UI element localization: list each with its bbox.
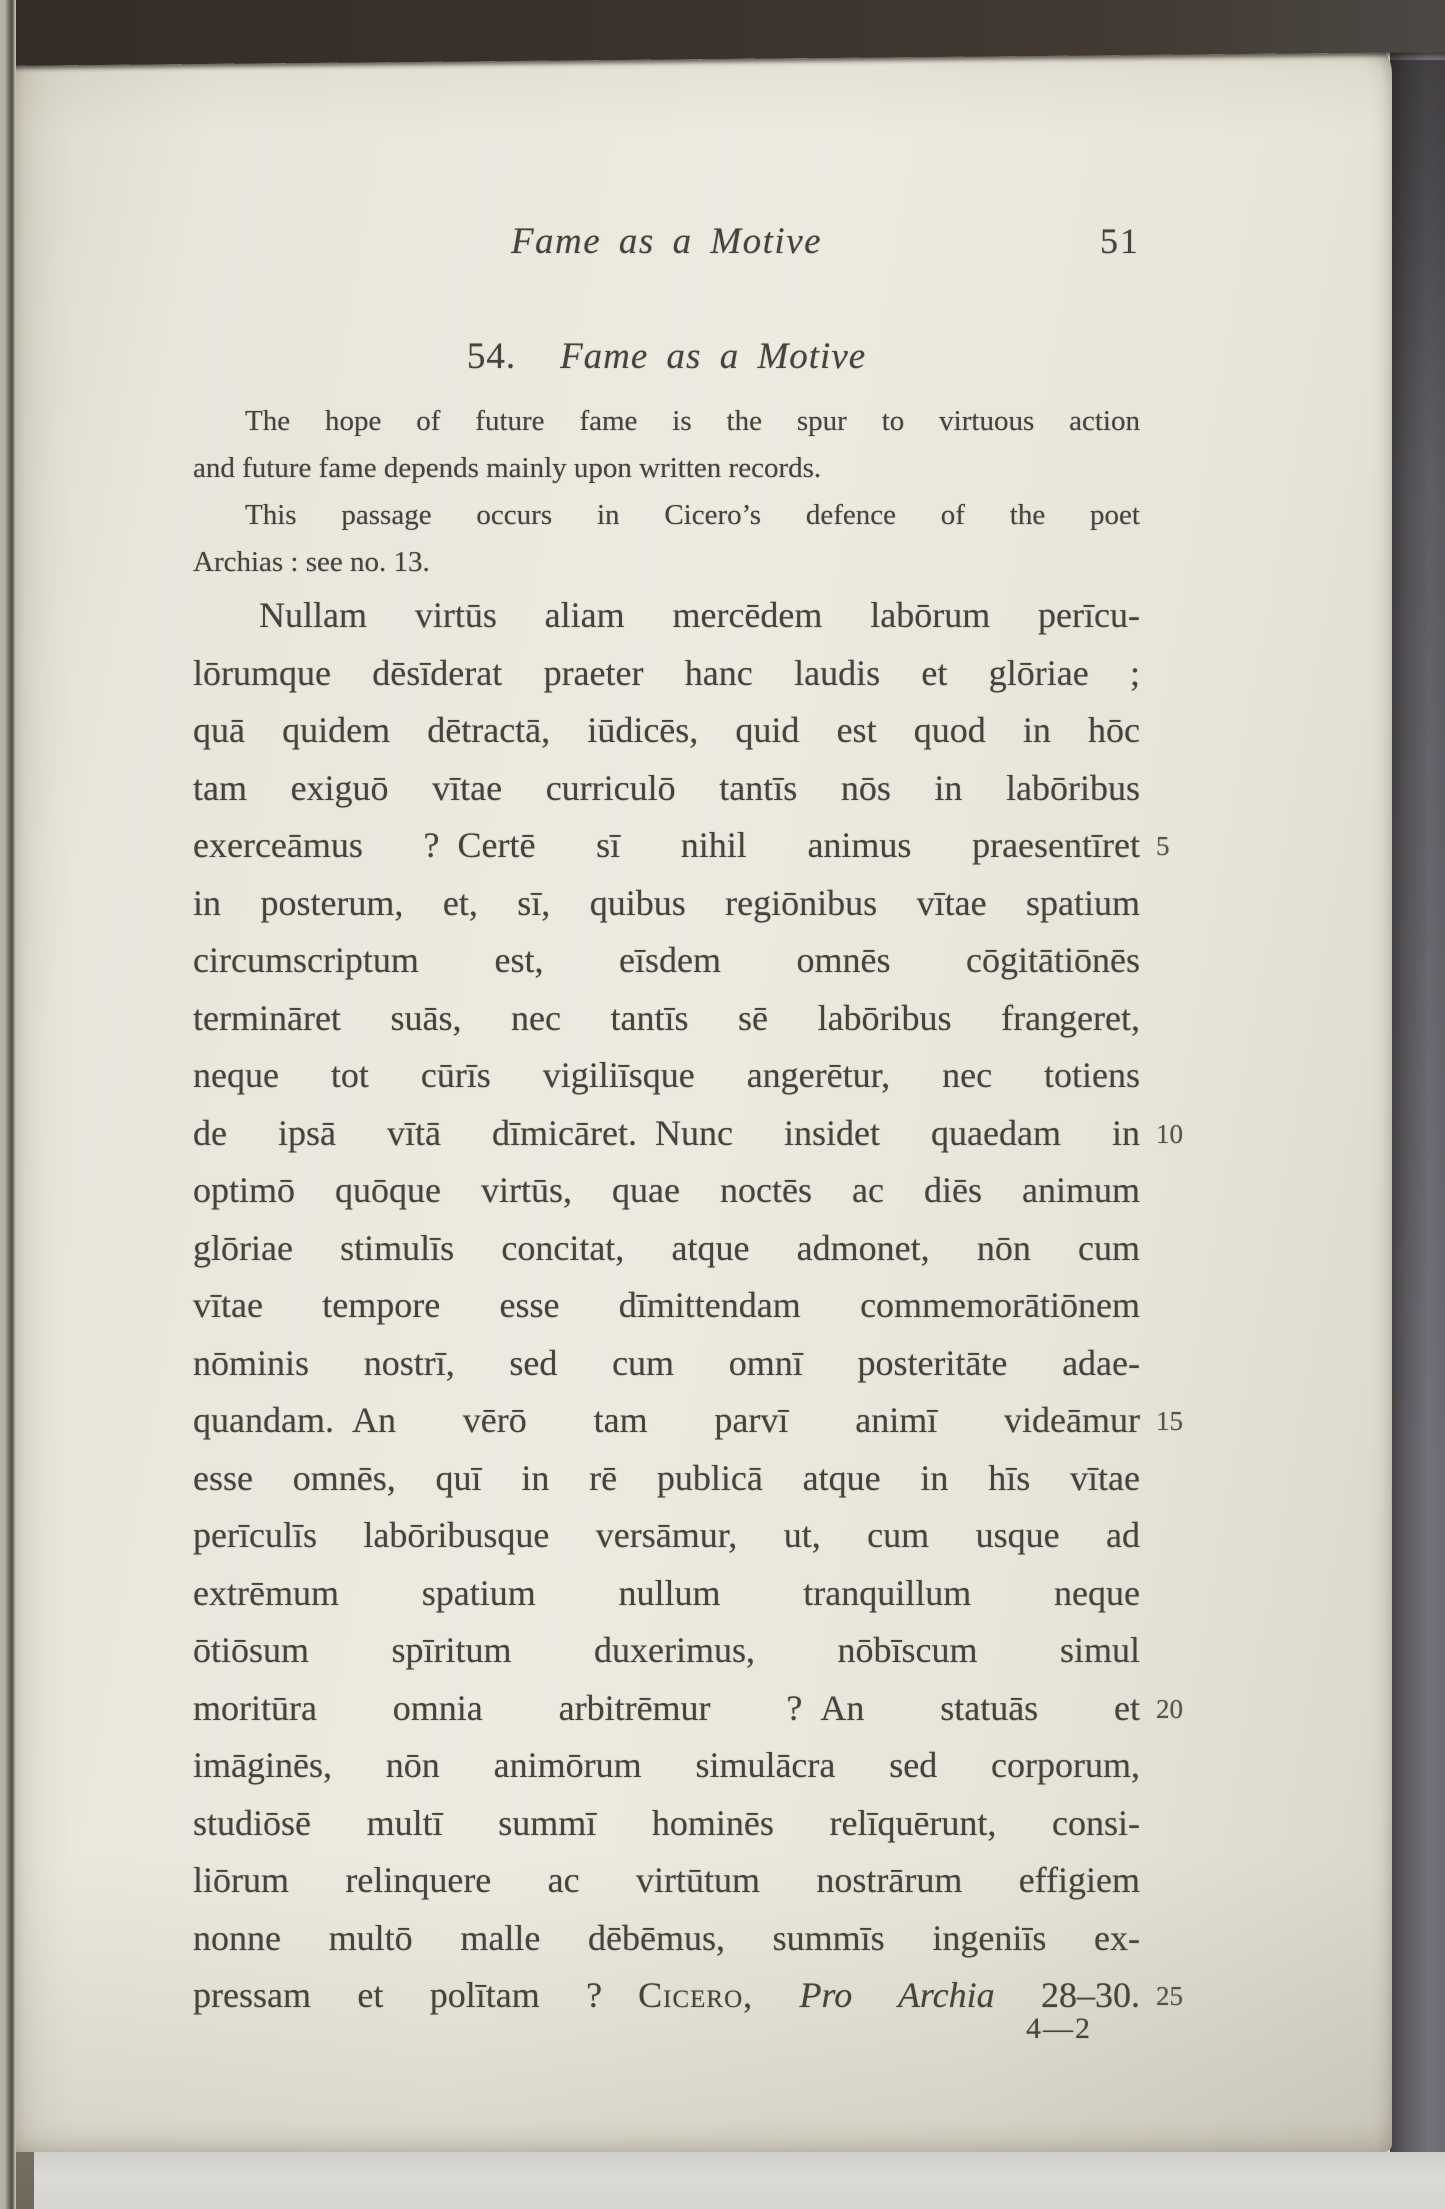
latin-line: [193, 1392, 1183, 1450]
intro-line: Archias : see no. 13.: [193, 546, 430, 578]
latin-line-text: quā quidem dētractā, iūdicēs, quid est quod in hōc: [193, 710, 1140, 750]
running-header-row: [193, 220, 1140, 264]
latin-line: [193, 587, 1140, 645]
page-content: [14, 38, 1392, 2152]
latin-line-text: nōminis nostrī, sed cum omnī posteritāte adae-: [193, 1342, 1140, 1383]
latin-line: [193, 1852, 1140, 1910]
latin-line-text: perīculīs labōribusque versāmur, ut, cum usque ad: [193, 1515, 1140, 1555]
page-bottom-edge: [0, 2152, 1445, 2209]
latin-line-text: exerceāmus ? Certē sī nihil animus praesentīret: [193, 825, 1140, 865]
latin-line-text: tam exiguō vītae curriculō tantīs nōs in labōribus: [193, 767, 1140, 808]
intro-line: and future fame depends mainly upon written records.: [193, 452, 822, 484]
line-number: 10: [1156, 1118, 1183, 1149]
line-number: 20: [1156, 1693, 1183, 1724]
latin-line-text: lōrumque dēsīderat praeter hanc laudis et glōriae ;: [193, 652, 1140, 693]
line-number: 25: [1156, 1981, 1183, 2011]
latin-line-text: ōtiōsum spīritum duxerimus, nōbīscum simul: [193, 1630, 1140, 1670]
latin-line: [193, 760, 1140, 818]
latin-line: [193, 1105, 1183, 1163]
latin-line: [193, 1737, 1140, 1795]
latin-line-text: circumscriptum est, eīsdem omnēs cōgitātiōnēs: [193, 940, 1140, 980]
latin-line-text: neque tot cūrīs vigiliīsque angerētur, nec totiens: [193, 1055, 1140, 1095]
latin-line-text: esse omnēs, quī in rē publicā atque in hīs vītae: [193, 1457, 1140, 1498]
latin-line: [193, 1565, 1140, 1623]
latin-line: [193, 990, 1140, 1048]
latin-line-text: vītae tempore esse dīmittendam commemorātiōnem: [193, 1285, 1140, 1325]
latin-line-text: optimō quōque virtūs, quae noctēs ac diēs animum: [193, 1170, 1140, 1210]
latin-line-text: in posterum, et, sī, quibus regiōnibus vītae spatium: [193, 882, 1140, 923]
latin-line: [193, 1450, 1140, 1508]
latin-line-text: liōrum relinquere ac virtūtum nostrārum effigiem: [193, 1860, 1140, 1900]
section-number: 54.: [466, 336, 517, 377]
latin-line-text: imāginēs, nōn animōrum simulācra sed corporum,: [193, 1745, 1140, 1785]
latin-line: [193, 702, 1140, 760]
book-page: [14, 38, 1392, 2152]
signature-mark: 4—2: [1026, 2012, 1092, 2045]
latin-line-text: quandam. An vērō tam parvī animī videāmur: [193, 1400, 1140, 1440]
latin-line-text: moritūra omnia arbitrēmur ? An statuās et: [193, 1687, 1140, 1728]
latin-line: [193, 875, 1140, 933]
latin-line: [193, 1277, 1140, 1335]
latin-line: [193, 1507, 1140, 1565]
section-heading: [193, 335, 1140, 383]
line-number: 5: [1156, 831, 1170, 861]
latin-line: [193, 1967, 1183, 2025]
latin-line: [193, 1622, 1140, 1680]
latin-line: [193, 1910, 1140, 1968]
latin-line: [193, 1220, 1140, 1278]
intro-line: The hope of future fame is the spur to virtuous action: [245, 405, 1140, 437]
latin-line: [193, 1680, 1183, 1738]
page-left-gutter-edge: [0, 0, 16, 2209]
latin-line-text: nonne multō malle dēbēmus, summīs ingeniīs ex-: [193, 1917, 1140, 1958]
latin-line: [193, 1795, 1140, 1853]
latin-line-text: Nullam virtūs aliam mercēdem labōrum perīcu-: [259, 595, 1140, 635]
line-number: 15: [1156, 1406, 1183, 1436]
section-title: Fame as a Motive: [560, 336, 867, 377]
latin-passage: [193, 587, 1183, 2025]
intro-line: This passage occurs in Cicero’s defence of the poet: [245, 499, 1140, 531]
latin-line-text: extrēmum spatium nullum tranquillum neque: [193, 1572, 1140, 1613]
latin-line-text: termināret suās, nec tantīs sē labōribus frangeret,: [193, 997, 1140, 1038]
latin-line: [193, 645, 1140, 703]
latin-line-text: de ipsā vītā dīmicāret. Nunc insidet quaedam in: [193, 1112, 1140, 1153]
latin-line: [193, 817, 1170, 875]
latin-line: [193, 932, 1140, 990]
latin-line-text: glōriae stimulīs concitat, atque admonet, nōn cum: [193, 1227, 1140, 1268]
latin-line-text: studiōsē multī summī hominēs relīquērunt, consi-: [193, 1802, 1140, 1843]
latin-line: [193, 1162, 1140, 1220]
page-number: 51: [1100, 221, 1140, 261]
intro-paragraph: [193, 398, 1140, 586]
running-header: Fame as a Motive: [510, 221, 823, 262]
latin-line: [193, 1047, 1140, 1105]
latin-line: [193, 1335, 1140, 1393]
book-right-edge-shadow: [1390, 60, 1445, 1460]
latin-line-text: pressam et polītam ? Cicero, Pro Archia 28–30.: [193, 1975, 1140, 2015]
